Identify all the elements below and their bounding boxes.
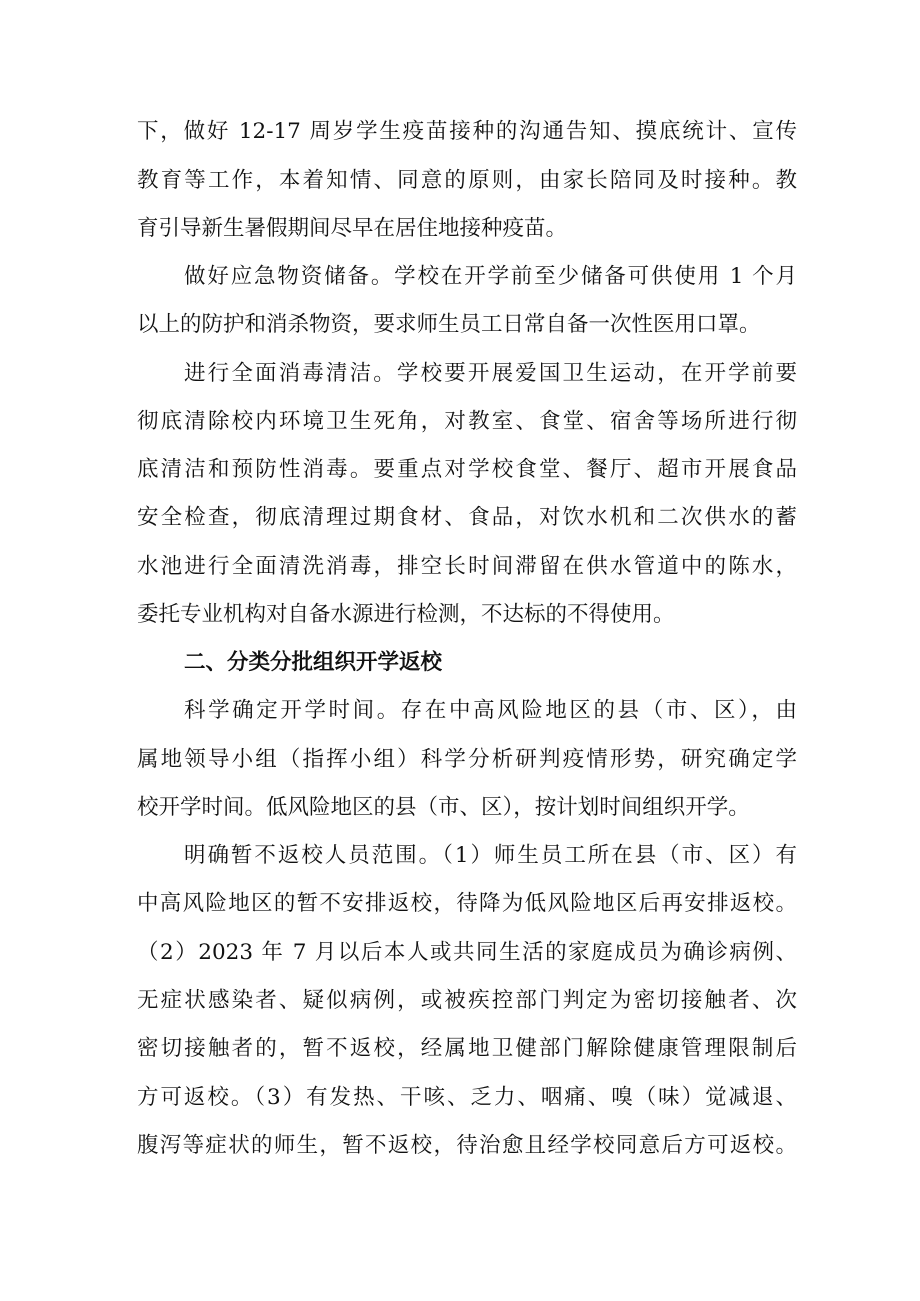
paragraph-line: 腹泻等症状的师生，暂不返校，待治愈且经学校同意后方可返校。 [137,1133,797,1158]
paragraph-line: 底清洁和预防性消毒。要重点对学校食堂、餐厅、超市开展食品 [137,457,797,482]
paragraph-line: 进行全面消毒清洁。学校要开展爱国卫生运动，在开学前要 [184,361,797,386]
paragraph-line: 下，做好 12-17 周岁学生疫苗接种的沟通告知、摸底统计、宣传 [137,119,797,144]
paragraph-line: 无症状感染者、疑似病例，或被疾控部门判定为密切接触者、次 [137,988,797,1013]
paragraph-line: 育引导新生暑假期间尽早在居住地接种疫苗。 [137,216,568,241]
paragraph-line: 做好应急物资储备。学校在开学前至少储备可供使用 1 个月 [184,264,797,289]
paragraph-line: 方可返校。（3）有发热、干咳、乏力、咽痛、嗅（味）觉减退、 [137,1085,797,1110]
section-heading: 二、分类分批组织开学返校 [184,650,443,675]
paragraph-line: 属地领导小组（指挥小组）科学分析研判疫情形势，研究确定学 [137,747,797,772]
paragraph-line: 教育等工作，本着知情、同意的原则，由家长陪同及时接种。教 [137,168,797,193]
paragraph-line: （2）2023 年 7 月以后本人或共同生活的家庭成员为确诊病例、 [137,940,797,965]
paragraph-line: 科学确定开学时间。存在中高风险地区的县（市、区），由 [184,698,797,723]
paragraph-line: 校开学时间。低风险地区的县（市、区），按计划时间组织开学。 [137,795,750,820]
paragraph-line: 安全检查，彻底清理过期食材、食品，对饮水机和二次供水的蓄 [137,505,797,530]
paragraph-line: 委托专业机构对自备水源进行检测，不达标的不得使用。 [137,602,675,627]
paragraph-line: 彻底清除校内环境卫生死角，对教室、食堂、宿舍等场所进行彻 [137,409,797,434]
paragraph-line: 明确暂不返校人员范围。（1）师生员工所在县（市、区）有 [184,843,797,868]
paragraph-line: 密切接触者的，暂不返校，经属地卫健部门解除健康管理限制后 [137,1036,797,1061]
paragraph-line: 中高风险地区的暂不安排返校，待降为低风险地区后再安排返校。 [137,891,797,916]
paragraph-line: 水池进行全面清洗消毒，排空长时间滞留在供水管道中的陈水， [137,554,797,579]
paragraph-line: 以上的防护和消杀物资，要求师生员工日常自备一次性医用口罩。 [137,312,761,337]
